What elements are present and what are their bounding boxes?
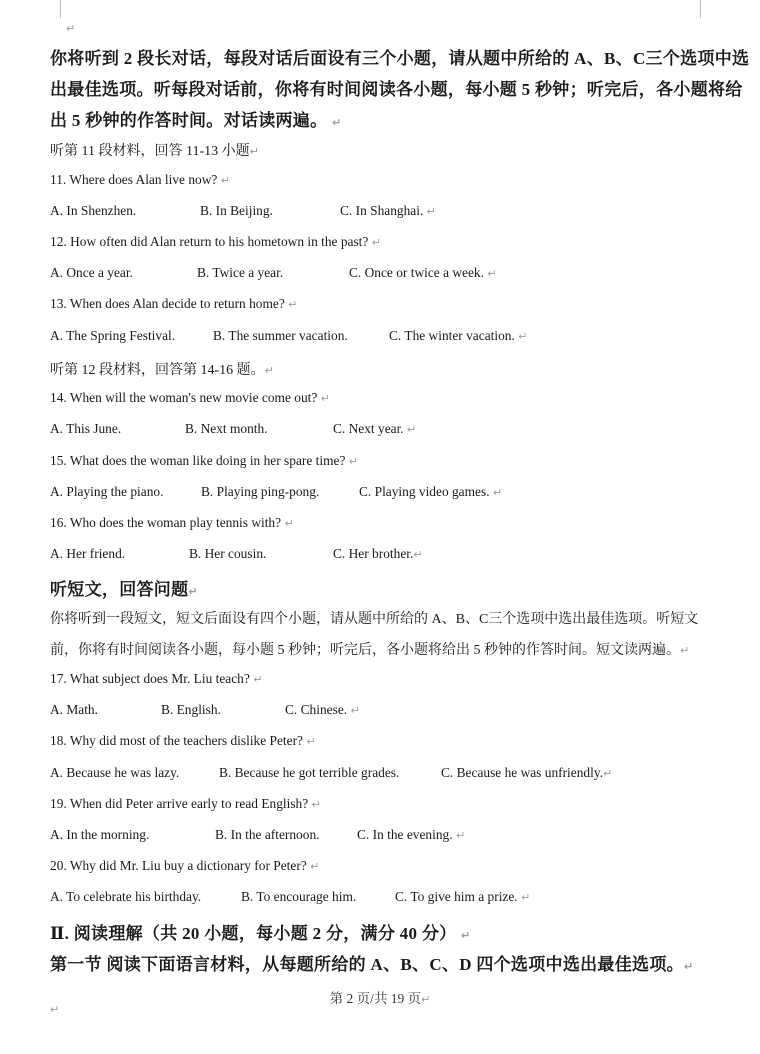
question-16: 16. Who does the woman play tennis with? ↵ [50, 515, 294, 530]
paragraph-mark: ↵ [66, 22, 76, 35]
q17-option-a: A. Math. [50, 702, 98, 717]
page-corner-mark-right [700, 0, 713, 18]
q12-option-c: C. Once or twice a week. ↵ [349, 265, 497, 280]
q14-option-b: B. Next month. [185, 421, 268, 436]
reading-section-heading: Ⅱ. 阅读理解（共 20 小题，每小题 2 分，满分 40 分） ↵ [50, 924, 471, 943]
passage-intro-line-1: 你将听到一段短文，短文后面设有四个小题，请从题中所给的 A、B、C三个选项中选出最佳选项。听短文 [50, 612, 699, 627]
section-11-heading: 听第 11 段材料，回答 11-13 小题↵ [50, 144, 259, 159]
q13-option-a: A. The Spring Festival. [50, 328, 176, 343]
q13-option-b: B. The summer vacation. [213, 328, 348, 343]
page-corner-mark-left [48, 0, 61, 18]
q20-option-a: A. To celebrate his birthday. [50, 889, 202, 904]
q11-option-b: B. In Beijing. [200, 203, 273, 218]
q20-option-c: C. To give him a prize. ↵ [395, 889, 531, 904]
q14-option-c: C. Next year. ↵ [333, 421, 417, 436]
q16-option-a: A. Her friend. [50, 546, 126, 561]
q17-option-c: C. Chinese. ↵ [285, 702, 360, 717]
question-14: 14. When will the woman's new movie come out? ↵ [50, 390, 330, 405]
q19-option-c: C. In the evening. ↵ [357, 827, 466, 842]
q16-option-b: B. Her cousin. [189, 546, 267, 561]
paragraph-mark-end: ↵ [50, 1003, 60, 1016]
intro-line-3: 出 5 秒钟的作答时间。对话读两遍。 ↵ [50, 111, 342, 130]
question-13: 13. When does Alan decide to return home? ↵ [50, 296, 298, 311]
q13-option-c: C. The winter vacation. ↵ [389, 328, 528, 343]
q11-option-a: A. In Shenzhen. [50, 203, 137, 218]
q18-option-a: A. Because he was lazy. [50, 765, 180, 780]
page-footer: 第 2 页/共 19 页↵ [329, 991, 431, 1006]
section-1-heading: 第一节 阅读下面语言材料，从每题所给的 A、B、C、D 四个选项中选出最佳选项。↵ [50, 955, 694, 974]
q14-option-a: A. This June. [50, 421, 122, 436]
passage-intro-line-2: 前，你将有时间阅读各小题，每小题 5 秒钟；听完后，各小题将给出 5 秒钟的作答时间。短文读两遍。↵ [50, 643, 690, 658]
q19-option-a: A. In the morning. [50, 827, 150, 842]
q11-option-c: C. In Shanghai. ↵ [340, 203, 436, 218]
q17-option-b: B. English. [161, 702, 221, 717]
question-18: 18. Why did most of the teachers dislike Peter? ↵ [50, 733, 316, 748]
question-15: 15. What does the woman like doing in her spare time? ↵ [50, 453, 358, 468]
q18-option-c: C. Because he was unfriendly.↵ [441, 765, 613, 780]
q12-option-b: B. Twice a year. [197, 265, 284, 280]
question-12: 12. How often did Alan return to his hometown in the past? ↵ [50, 234, 381, 249]
passage-heading: 听短文，回答问题↵ [50, 580, 198, 599]
q15-option-b: B. Playing ping-pong. [201, 484, 320, 499]
q18-option-b: B. Because he got terrible grades. [219, 765, 400, 780]
q15-option-a: A. Playing the piano. [50, 484, 164, 499]
q19-option-b: B. In the afternoon. [215, 827, 320, 842]
q15-option-c: C. Playing video games. ↵ [359, 484, 503, 499]
question-20: 20. Why did Mr. Liu buy a dictionary for Peter? ↵ [50, 858, 320, 873]
intro-line-1: 你将听到 2 段长对话，每段对话后面设有三个小题，请从题中所给的 A、B、C三个选项中选 [50, 49, 750, 68]
q20-option-b: B. To encourage him. [241, 889, 357, 904]
q16-option-c: C. Her brother.↵ [333, 546, 423, 561]
q12-option-a: A. Once a year. [50, 265, 133, 280]
intro-line-2: 出最佳选项。听每段对话前，你将有时间阅读各小题，每小题 5 秒钟；听完后，各小题将给 [50, 80, 743, 99]
section-12-heading: 听第 12 段材料，回答第 14-16 题。↵ [50, 363, 274, 378]
question-19: 19. When did Peter arrive early to read English? ↵ [50, 796, 321, 811]
question-17: 17. What subject does Mr. Liu teach? ↵ [50, 671, 263, 686]
question-11: 11. Where does Alan live now? ↵ [50, 172, 230, 187]
